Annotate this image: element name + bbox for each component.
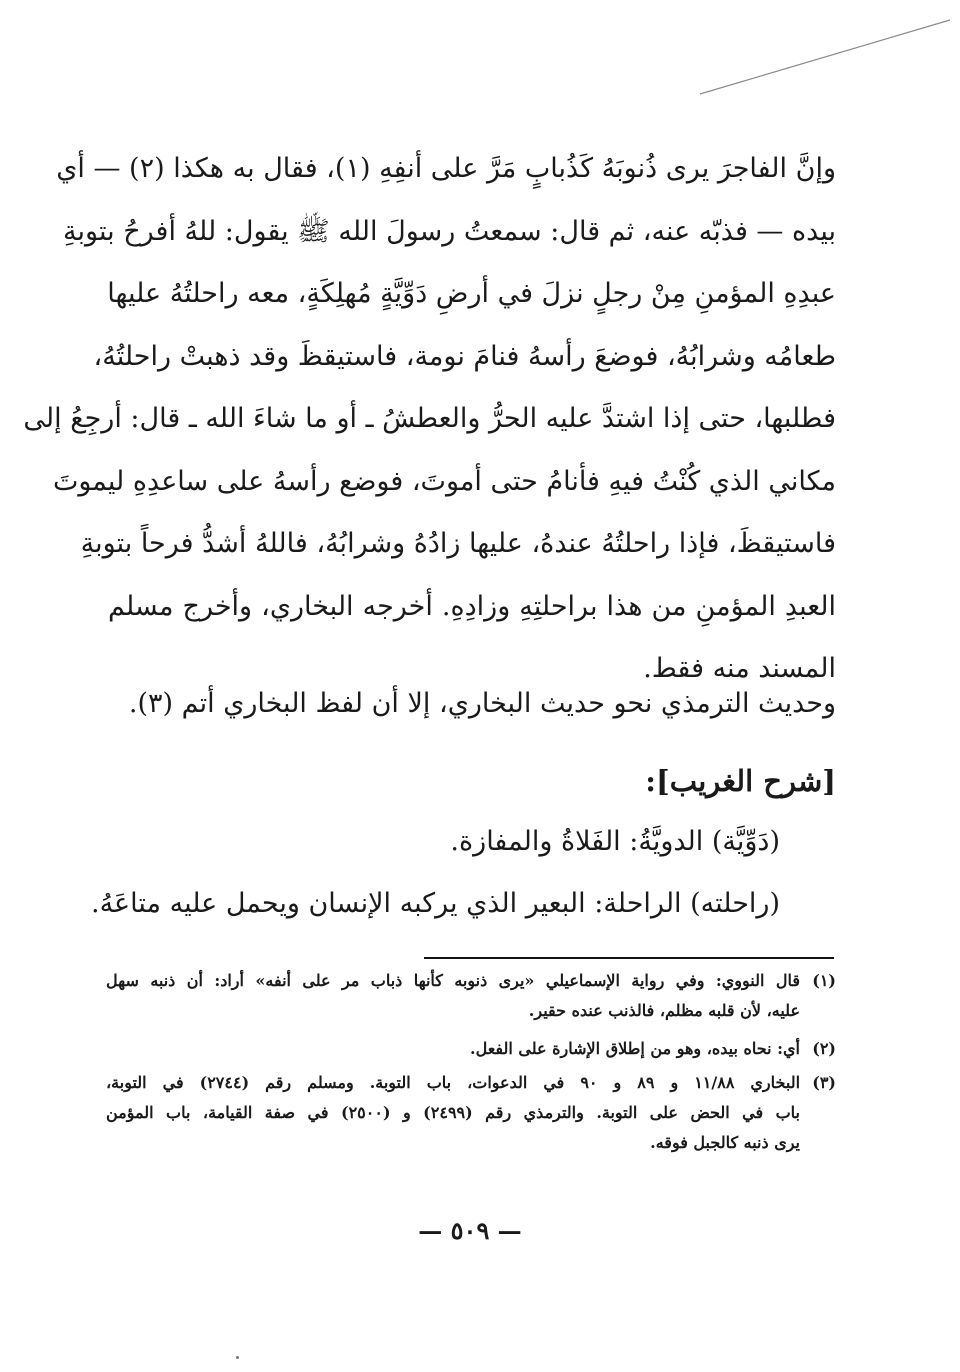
scan-speck: [236, 1356, 239, 1359]
footnote-number: (٢): [812, 1039, 836, 1058]
text-line: المسند منه فقط.: [643, 653, 836, 684]
footnote-line: البخاري ١١/٨٨ و ٨٩ و ٩٠ في الدعوات، باب التوبة. ومسلم رقم (٢٧٤٤) في التوبة،: [106, 1073, 801, 1092]
text-line: فاستيقظَ، فإذا راحلتُهُ عندهُ، عليها زادُهُ وشرابُهُ، فاللهُ أشدُّ فرحاً بتوبةِ: [80, 528, 836, 559]
footnote-line: باب في الحض على التوبة. والترمذي رقم (٢٤٩٩) و (٢٥٠٠) في صفة القيامة، باب المؤمن: [106, 1103, 800, 1122]
footnote-line: أي: نحاه بيده، وهو من إطلاق الإشارة على الفعل.: [470, 1039, 800, 1058]
text-line: العبدِ المؤمنِ من هذا براحلتِهِ وزادِهِ. أخرجه البخاري، وأخرج مسلم: [108, 590, 836, 622]
footnotes: [106, 966, 836, 1158]
section-heading: [شرح الغريب]:: [645, 764, 836, 798]
main-paragraph: [23, 138, 836, 701]
footnote-number: (٣): [812, 1073, 836, 1092]
footnote-number: (١): [812, 971, 836, 990]
text-line: فطلبها، حتى إذا اشتدَّ عليه الحرُّ والعطشُ ـ أو ما شاءَ الله ـ قال: أرجِعُ إلى: [23, 403, 836, 434]
text-line: مكاني الذي كُنْتُ فيهِ فأنامُ حتى أموتَ، فوضع رأسهُ على ساعدِهِ ليموتَ: [52, 465, 836, 497]
text-line: عبدِهِ المؤمنِ مِنْ رجلٍ نزلَ في أرضِ دَوِّيَّةٍ مُهلِكَةٍ، معه راحلتُهُ عليها: [107, 278, 836, 309]
footnote-line: يرى ذنبه كالجبل فوقه.: [650, 1133, 800, 1152]
footnote-1: [106, 966, 836, 1026]
gloss-entry: (دَوِّيَّة) الدويَّةُ: الفَلاةُ والمفازة.: [450, 826, 780, 857]
footnote-line: قال النووي: وفي رواية الإسماعيلي «يرى ذنوبه كأنها ذباب مر على أنفه» أراد: أن ذنبه سهل: [106, 971, 800, 990]
page-number: — ٥٠٩ —: [418, 1216, 522, 1245]
footnote-divider: [424, 957, 834, 959]
footnote-line: عليه، لأن قلبه مظلم، فالذنب عنده حقير.: [528, 1001, 800, 1020]
text-line: بيده — فذبّه عنه، ثم قال: سمعتُ رسولَ الله ﷺ يقول: للهُ أفرحُ بتوبةِ: [63, 215, 836, 247]
text-line: وإنَّ الفاجرَ يرى ذُنوبَهُ كَذُبابٍ مَرَّ على أنفِهِ (١)، فقال به هكذا (٢) — أي: [56, 153, 836, 184]
footnote-3: [106, 1068, 836, 1158]
gloss-entry: (راحلته) الراحلة: البعير الذي يركبه الإنسان ويحمل عليه متاعَهُ.: [91, 888, 780, 919]
tirmidhi-note: وحديث الترمذي نحو حديث البخاري، إلا أن لفظ البخاري أتم (٣).: [128, 688, 836, 719]
text-line: طعامُه وشرابُهُ، فوضعَ رأسهُ فنامَ نومة، فاستيقظَ وقد ذهبتْ راحلتُهُ،: [93, 340, 836, 372]
footnote-2: [106, 1034, 836, 1064]
